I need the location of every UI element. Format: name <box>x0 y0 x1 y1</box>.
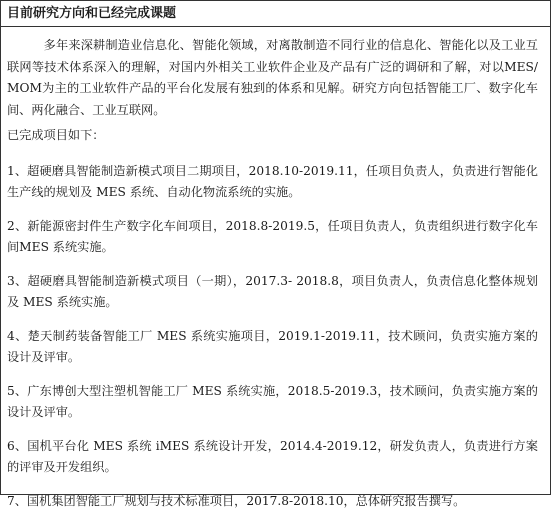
section-content <box>1 27 550 512</box>
section-title: 目前研究方向和已经完成课题 <box>1 1 550 27</box>
intro-paragraph: 多年来深耕制造业信息化、智能化领域，对离散制造不同行业的信息化、智能化以及工业互联网等技术体系深入的理解，对国内外相关工业软件企业及产品有广泛的调研和了解，对以MES/MOM为主的工业软件产品的平台化发展有独到的体系和见解。研究方向包括智能工厂、数字化车间、两化融合、工业互联网。 <box>7 35 538 121</box>
completed-projects-heading: 已完成项目如下： <box>7 125 538 147</box>
project-item: 1、超硬磨具智能制造新模式项目二期项目，2018.10-2019.11，任项目负责人，负责进行智能化生产线的规划及 MES 系统、自动化物流系统的实施。 <box>7 161 538 204</box>
project-item: 3、超硬磨具智能制造新模式项目（一期），2017.3- 2018.8，项目负责人，负责信息化整体规划及 MES 系统实施。 <box>7 271 538 314</box>
project-item: 7、国机集团智能工厂规划与技术标准项目，2017.8-2018.10，总体研究报告撰写。 <box>7 491 538 512</box>
project-item: 5、广东博创大型注塑机智能工厂 MES 系统实施，2018.5-2019.3，技术顾问，负责实施方案的设计及评审。 <box>7 381 538 424</box>
project-item: 4、楚天制药装备智能工厂 MES 系统实施项目，2019.1-2019.11，技术顾问，负责实施方案的设计及评审。 <box>7 326 538 369</box>
project-item: 6、国机平台化 MES 系统 iMES 系统设计开发，2014.4-2019.12，研发负责人，负责进行方案的评审及开发组织。 <box>7 436 538 479</box>
project-item: 2、新能源密封件生产数字化车间项目，2018.8-2019.5，任项目负责人，负责组织进行数字化车间MES 系统实施。 <box>7 216 538 259</box>
